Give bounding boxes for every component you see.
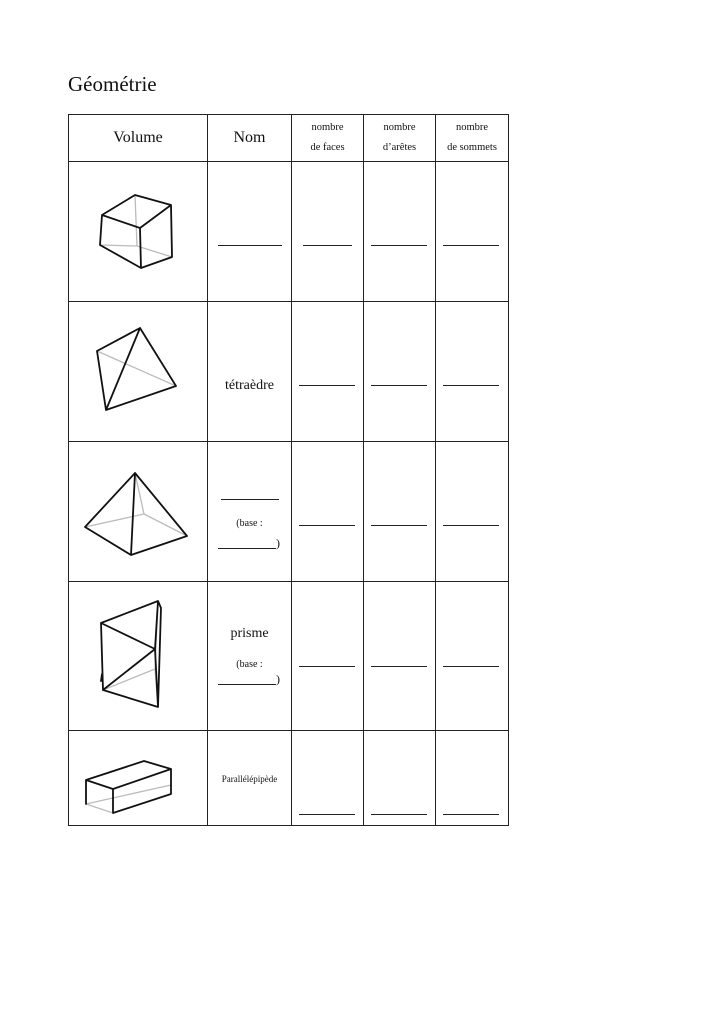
shape-name: tétraèdre	[225, 378, 274, 393]
base-close-paren: )	[276, 672, 280, 686]
faces-blank[interactable]	[303, 245, 352, 246]
table-row	[69, 442, 509, 582]
aretes-cell	[364, 582, 436, 731]
volume-cell	[69, 582, 208, 731]
header-aretes-line2: d’arêtes	[382, 142, 417, 153]
volume-cell	[69, 442, 208, 582]
page-title: Géométrie	[68, 72, 157, 96]
table-row	[69, 302, 509, 442]
sommets-cell	[436, 731, 509, 826]
aretes-cell	[364, 162, 436, 302]
header-aretes	[364, 115, 436, 162]
faces-blank[interactable]	[299, 666, 355, 667]
volume-cell	[69, 302, 208, 442]
sommets-cell	[436, 302, 509, 442]
header-row	[69, 115, 509, 162]
triangular-prism-icon	[69, 582, 207, 730]
name-cell	[208, 162, 292, 302]
header-sommets-line1: nombre	[455, 122, 489, 133]
aretes-cell	[364, 731, 436, 826]
sommets-blank[interactable]	[443, 666, 499, 667]
base-label: (base :	[236, 518, 263, 529]
table-row	[69, 162, 509, 302]
aretes-cell	[364, 442, 436, 582]
aretes-blank[interactable]	[371, 666, 427, 667]
faces-cell	[292, 442, 364, 582]
name-cell	[208, 442, 292, 582]
aretes-cell	[364, 302, 436, 442]
header-faces	[292, 115, 364, 162]
faces-cell	[292, 302, 364, 442]
tetrahedron-icon	[69, 302, 207, 441]
faces-cell	[292, 162, 364, 302]
base-blank[interactable]	[218, 684, 276, 685]
name-cell	[208, 582, 292, 731]
header-sommets-line2: de sommets	[447, 142, 497, 153]
table-row	[69, 731, 509, 826]
header-volume: Volume	[69, 115, 208, 162]
header-nom: Nom	[208, 115, 292, 162]
faces-blank[interactable]	[299, 525, 355, 526]
name-cell	[208, 302, 292, 442]
header-faces-line1: nombre	[311, 122, 344, 133]
header-aretes-line1: nombre	[383, 122, 416, 133]
faces-cell	[292, 582, 364, 731]
header-sommets	[436, 115, 509, 162]
sommets-cell	[436, 442, 509, 582]
faces-blank[interactable]	[299, 385, 355, 386]
volume-cell	[69, 731, 208, 826]
geometry-table	[68, 114, 509, 826]
base-close-paren: )	[276, 536, 280, 550]
faces-cell	[292, 731, 364, 826]
aretes-blank[interactable]	[371, 525, 427, 526]
sommets-blank[interactable]	[443, 385, 499, 386]
aretes-blank[interactable]	[371, 814, 427, 815]
header-faces-line2: de faces	[310, 142, 345, 153]
cuboid-icon	[69, 731, 207, 825]
name-blank[interactable]	[218, 245, 282, 246]
faces-blank[interactable]	[299, 814, 355, 815]
shape-name: prisme	[230, 626, 269, 641]
sommets-blank[interactable]	[443, 525, 499, 526]
volume-cell	[69, 162, 208, 302]
sommets-cell	[436, 582, 509, 731]
table-row	[69, 582, 509, 731]
sommets-cell	[436, 162, 509, 302]
cube-icon	[69, 162, 207, 301]
name-cell	[208, 731, 292, 826]
sommets-blank[interactable]	[443, 814, 499, 815]
base-blank[interactable]	[218, 548, 276, 549]
name-blank[interactable]	[221, 499, 279, 500]
sommets-blank[interactable]	[443, 245, 499, 246]
aretes-blank[interactable]	[371, 245, 427, 246]
base-label: (base :	[236, 659, 263, 670]
shape-name: Parallélépipède	[221, 774, 278, 784]
pyramid-icon	[69, 442, 207, 581]
aretes-blank[interactable]	[371, 385, 427, 386]
